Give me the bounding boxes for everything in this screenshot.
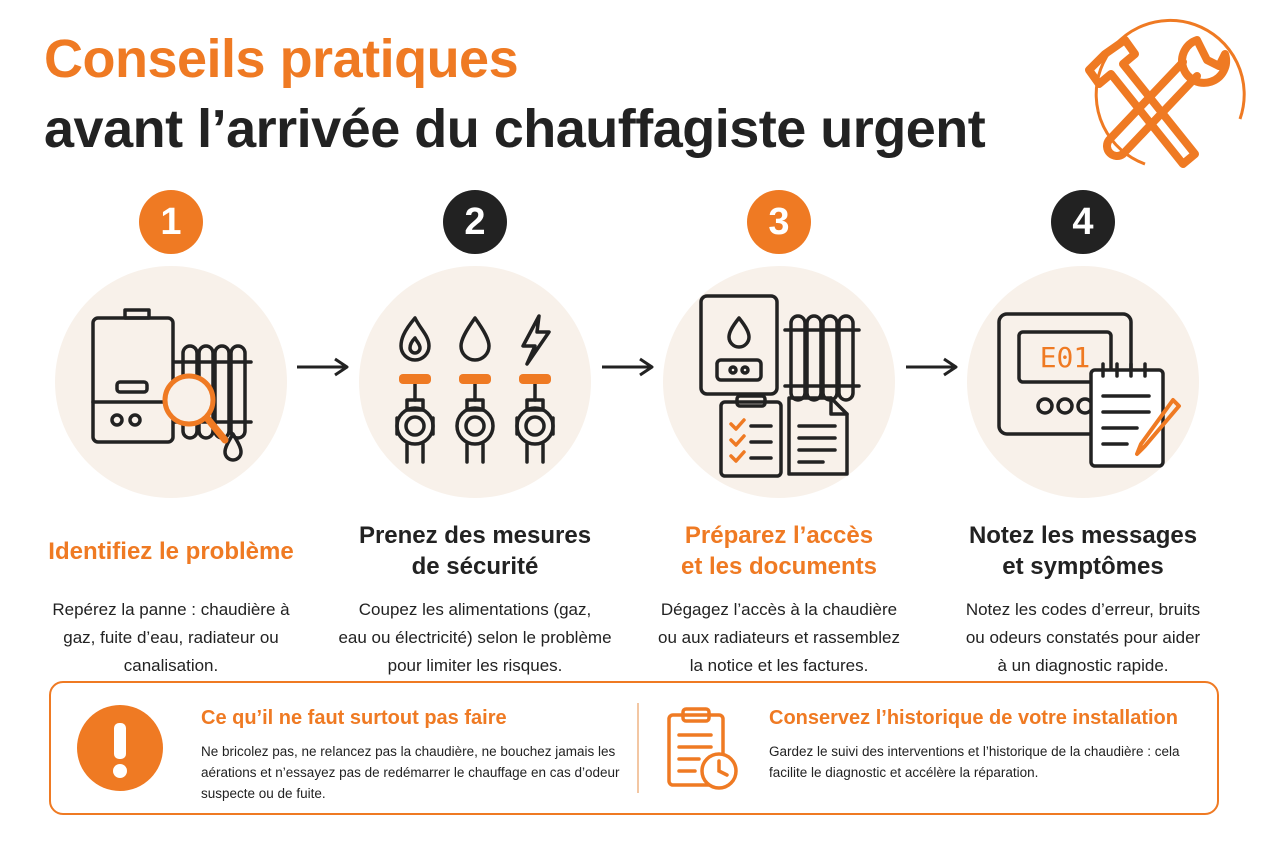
step-title: Prenez des mesures de sécurité	[358, 522, 592, 580]
history-text: Gardez le suivi des interventions et l’historique de la chaudière : cela facilite le diagnostic et accélère la réparation.	[769, 744, 1180, 780]
thermostat-notepad-icon	[967, 266, 1199, 498]
step-illustration	[359, 266, 591, 498]
error-code-display: E01	[1039, 341, 1091, 374]
step-number-badge: 3	[747, 190, 811, 254]
bottom-info-box	[49, 681, 1219, 815]
clipboard-clock-icon	[663, 705, 747, 795]
boiler-radiator-magnifier-icon	[55, 266, 287, 498]
step-1	[26, 190, 316, 680]
step-description: Repérez la panne : chaudière à gaz, fuite d’eau, radiateur ou canalisation.	[52, 600, 290, 675]
step-description: Coupez les alimentations (gaz, eau ou électricité) selon le problème pour limiter les risques.	[338, 600, 612, 675]
step-title: Préparez l’accès et les documents	[680, 522, 878, 580]
exclamation-icon	[77, 705, 163, 791]
step-3	[634, 190, 924, 680]
page-title-line1: Conseils pratiques	[44, 29, 519, 89]
step-2	[330, 190, 620, 680]
shutoff-valves-icon	[359, 266, 591, 498]
step-title: Identifiez le problème	[48, 537, 294, 565]
warning-text: Ne bricolez pas, ne relancez pas la chaudière, ne bouchez jamais les aérations et n’essayez pas de redémarrer le chauffage en cas d’odeur suspecte ou de fuite.	[201, 744, 620, 801]
step-number-badge: 4	[1051, 190, 1115, 254]
step-number-badge: 2	[443, 190, 507, 254]
step-illustration	[55, 266, 287, 498]
step-number-badge: 1	[139, 190, 203, 254]
history-title: Conservez l’historique de votre installation	[769, 707, 1178, 729]
step-illustration	[967, 266, 1199, 498]
page-title-line2: avant l’arrivée du chauffagiste urgent	[44, 99, 986, 159]
step-illustration	[663, 266, 895, 498]
step-title: Notez les messages et symptômes	[968, 522, 1198, 580]
wrench-tools-icon	[1075, 14, 1255, 184]
warning-title: Ce qu’il ne faut surtout pas faire	[201, 707, 507, 729]
divider	[637, 703, 639, 793]
step-description: Notez les codes d’erreur, bruits ou odeurs constatés pour aider à un diagnostic rapide.	[965, 600, 1201, 675]
step-description: Dégagez l’accès à la chaudière ou aux radiateurs et rassemblez la notice et les factures.	[658, 600, 900, 675]
step-4	[938, 190, 1228, 680]
boiler-documents-icon	[663, 266, 895, 498]
